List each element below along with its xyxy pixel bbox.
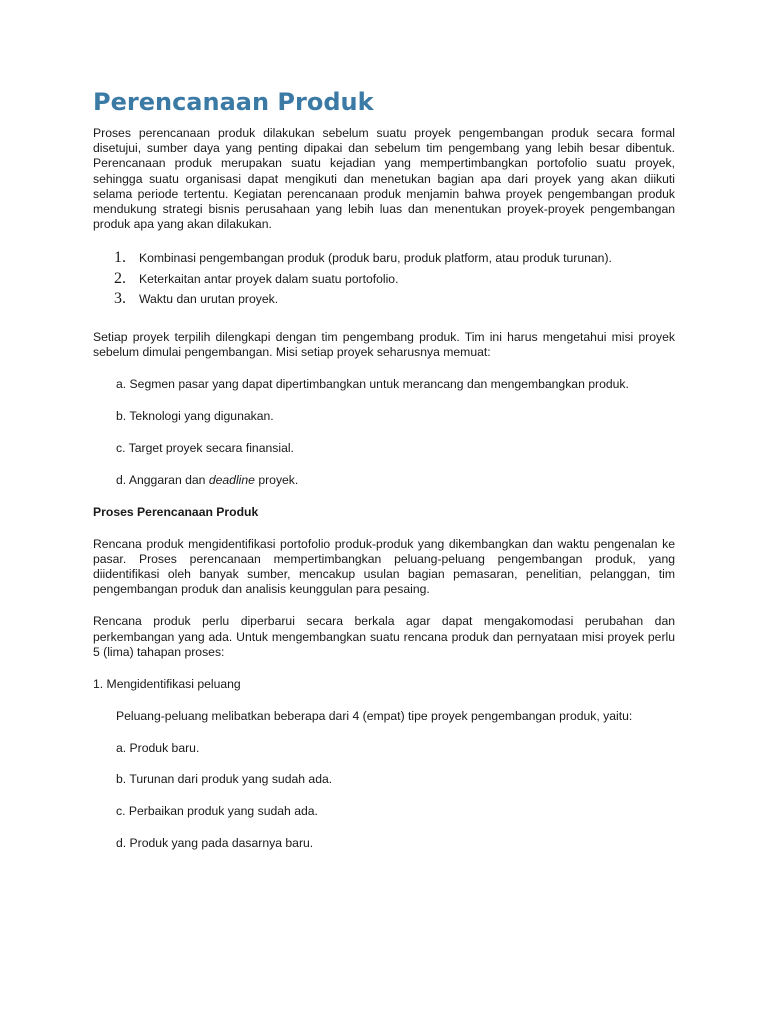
list-number: 1. (114, 249, 126, 267)
document-page (93, 86, 675, 868)
list-text: Keterkaitan antar proyek dalam suatu portofolio. (139, 271, 399, 286)
step1-content (93, 709, 675, 851)
section-paragraph-1: Rencana produk mengidentifikasi portofolio produk-produk yang dikembangkan dan waktu pengenalan ke pasar. Proses perencanaan mempertimbangkan peluang-peluang pengembangan produk, yang diidentifikasi oleh banyak sumber, mencakup usulan bagian pemasaran, penelitian, pelanggan, tim pengembangan produk dan analisis keunggulan para pesaing. (93, 536, 675, 597)
list-item (114, 270, 675, 291)
mission-item-d-prefix: d. Anggaran dan (116, 472, 209, 487)
numbered-list (93, 249, 675, 311)
mission-item-c: c. Target proyek secara finansial. (116, 440, 294, 455)
project-type-c: c. Perbaikan produk yang sudah ada. (116, 804, 318, 819)
mission-items (93, 377, 675, 487)
step1-intro: Peluang-peluang melibatkan beberapa dari 4 (empat) tipe proyek pengembangan produk, yaitu: (116, 708, 633, 723)
mission-item-d (116, 473, 675, 488)
section-heading: Proses Perencanaan Produk (93, 504, 259, 519)
step1-title: 1. Mengidentifikasi peluang (93, 676, 241, 691)
list-item (114, 290, 675, 311)
project-type-a: a. Produk baru. (116, 740, 200, 755)
list-number: 2. (114, 269, 126, 287)
list-text: Kombinasi pengembangan produk (produk baru, produk platform, atau produk turunan). (139, 251, 612, 266)
mission-intro-paragraph: Setiap proyek terpilih dilengkapi dengan tim pengembang produk. Tim ini harus mengetahui misi proyek sebelum dimulai pengembangan. Misi setiap proyek seharusnya memuat: (93, 329, 675, 360)
document-title: Perencanaan Produk (93, 88, 374, 116)
project-type-b: b. Turunan dari produk yang sudah ada. (116, 772, 333, 787)
mission-item-a: a. Segmen pasar yang dapat dipertimbangkan untuk merancang dan mengembangkan produk. (116, 377, 629, 392)
section-paragraph-2: Rencana produk perlu diperbarui secara berkala agar dapat mengakomodasi perubahan dan perkembangan yang ada. Untuk mengembangkan suatu rencana produk dan pernyataan misi proyek perlu 5 (lima) tahapan proses: (93, 614, 675, 659)
mission-item-d-italic: deadline (208, 472, 255, 487)
mission-item-b: b. Teknologi yang digunakan. (116, 409, 274, 424)
mission-item-d-suffix: proyek. (254, 472, 299, 487)
project-type-d: d. Produk yang pada dasarnya baru. (116, 835, 314, 850)
list-text: Waktu dan urutan proyek. (139, 292, 279, 307)
intro-paragraph: Proses perencanaan produk dilakukan sebelum suatu proyek pengembangan produk secara formal disetujui, sumber daya yang penting dipakai dan sebelum tim pengembang yang lebih besar dibentuk. Perencanaan produk merupakan suatu kejadian yang mempertimbangkan portofolio suatu proyek, sehingga suatu organisasi dapat mengikuti dan menetukan bagian apa dari proyek yang akan diikuti selama periode tertentu. Kegiatan perencanaan produk menjamin bahwa proyek pengembangan produk mendukung strategi bisnis perusahaan yang lebih luas dan menentukan proyek-proyek pengembangan produk apa yang akan dilakukan. (93, 126, 675, 232)
list-number: 3. (114, 290, 126, 308)
list-item (114, 249, 675, 270)
